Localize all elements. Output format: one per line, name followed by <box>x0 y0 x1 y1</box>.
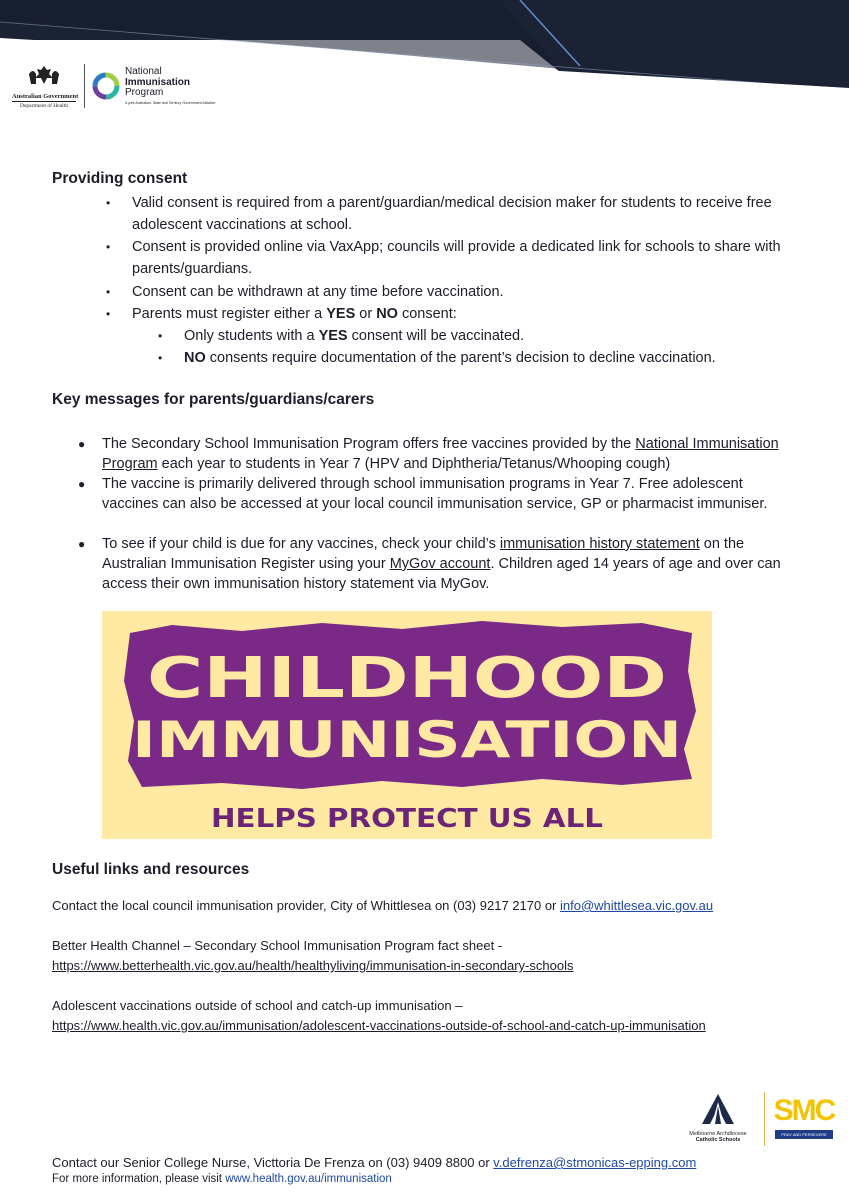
list-item <box>184 325 524 347</box>
key-item-1-suffix: each year to students in Year 7 (HPV and Diphtheria/Tetanus/Whooping cough) <box>157 456 671 472</box>
consent-item-3: Consent can be withdrawn at any time before vaccination. <box>132 284 504 300</box>
list-item <box>132 192 792 236</box>
consent-item-4-prefix: Parents must register either a <box>132 306 327 322</box>
consent-heading: Providing consent <box>52 170 188 187</box>
banner-line1: CHILDHOOD <box>147 646 667 711</box>
list-item <box>132 303 792 325</box>
list-item <box>132 281 792 303</box>
header-logos <box>12 62 215 110</box>
key-item-1-prefix: The Secondary School Immunisation Program offers free vaccines provided by the <box>102 436 636 452</box>
adolescent-url-link[interactable]: https://www.health.vic.gov.au/immunisation/adolescent-vaccinations-outside-of-school-and-catch-up-immunisation <box>52 1018 706 1033</box>
nurse-contact-text: Contact our Senior College Nurse, Victtoria De Frenza on (03) 9409 8800 or <box>52 1155 494 1170</box>
key-item-2: The vaccine is primarily delivered through school immunisation programs in Year 7. Free adolescent vaccines can also be accessed at your local council immunisation service, GP or pharmacist immuniser. <box>102 476 768 512</box>
consent-item-1: Valid consent is required from a parent/guardian/medical decision maker for students to receive free adolescent vaccinations at school. <box>132 195 772 233</box>
macs-line2: Catholic Schools <box>695 1137 741 1143</box>
gov-line1: Australian Government <box>12 92 79 100</box>
list-item <box>102 434 802 474</box>
more-info-text: For more information, please visit <box>52 1173 226 1185</box>
consent-item-4-yes: YES <box>326 306 356 322</box>
key-item-3-suffix: . Children aged 14 years of age and over can access their own immunisation history statement via MyGov. <box>102 556 781 592</box>
banner-line3: HELPS PROTECT US ALL <box>211 804 603 834</box>
list-item <box>102 534 782 594</box>
nip-tagline: A joint Australian, State and Territory Government Initiative <box>125 100 216 105</box>
council-contact-text: Contact the local council immunisation provider, City of Whittlesea on (03) 9217 2170 or <box>52 898 560 913</box>
nip-line3: Program <box>125 86 164 98</box>
nurse-contact <box>52 1155 696 1170</box>
gov-line2: Department of Health <box>12 101 76 109</box>
mygov-account-link[interactable]: MyGov account <box>389 556 491 572</box>
macs-emblem-icon <box>698 1092 738 1126</box>
adolescent-label: Adolescent vaccinations outside of school and catch-up immunisation – <box>52 998 463 1013</box>
smc-motto: PRAY AND PERSEVERE <box>775 1130 833 1139</box>
list-item <box>102 474 792 514</box>
adolescent-resource <box>52 996 706 1036</box>
council-contact <box>52 896 713 916</box>
consent-item-4-or: or <box>355 306 377 322</box>
childhood-immunisation-banner <box>102 611 712 839</box>
bhc-url-link[interactable]: https://www.betterhealth.vic.gov.au/health/healthyliving/immunisation-in-secondary-schools <box>52 958 574 973</box>
consent-item-4-no: NO <box>376 306 398 322</box>
more-info <box>52 1173 392 1185</box>
key-messages-heading: Key messages for parents/guardians/carers <box>52 391 375 408</box>
list-item <box>132 236 792 280</box>
logo-divider <box>84 64 85 108</box>
resources-heading: Useful links and resources <box>52 861 250 878</box>
nip-ring-icon <box>91 71 121 101</box>
nip-line2: Immunisation <box>125 76 191 88</box>
immunisation-history-link[interactable]: immunisation history statement <box>499 536 700 552</box>
consent-item-2: Consent is provided online via VaxApp; councils will provide a dedicated link for schools to share with parents/guardians. <box>132 239 781 277</box>
smc-logo <box>772 1094 836 1148</box>
consent-sub2-suffix: consents require documentation of the parent’s decision to decline vaccination. <box>205 350 716 366</box>
smc-mark: SMC <box>773 1094 835 1127</box>
australian-government-logo <box>12 64 79 109</box>
footer-logo-divider <box>764 1092 765 1146</box>
crest-icon <box>27 64 61 88</box>
nip-logo <box>91 67 215 106</box>
consent-sub1-yes: YES <box>318 328 348 344</box>
bhc-label: Better Health Channel – Secondary School Immunisation Program fact sheet - <box>52 938 503 953</box>
consent-item-4-suffix: consent: <box>397 306 457 322</box>
macs-line1: Melbourne Archdiocese <box>689 1131 747 1137</box>
macs-logo <box>680 1092 756 1143</box>
consent-sub1-prefix: Only students with a <box>184 328 319 344</box>
consent-sub2-no: NO <box>184 350 206 366</box>
nip-line1: National <box>125 65 162 77</box>
list-item <box>184 347 716 369</box>
bhc-resource <box>52 936 573 976</box>
nurse-email-link[interactable]: v.defrenza@stmonicas-epping.com <box>493 1155 697 1170</box>
key-item-3-mid: on the Australian Immunisation Register using your <box>102 536 745 572</box>
banner-graphic <box>102 611 712 839</box>
national-immunisation-program-link[interactable]: National Immunisation Program <box>102 436 779 472</box>
key-item-3-prefix: To see if your child is due for any vaccines, check your child’s <box>102 536 500 552</box>
council-email-link[interactable]: info@whittlesea.vic.gov.au <box>559 898 714 913</box>
consent-sub1-suffix: consent will be vaccinated. <box>347 328 525 344</box>
banner-line2: IMMUNISATION <box>132 711 682 769</box>
health-gov-link[interactable]: www.health.gov.au/immunisation <box>225 1173 392 1185</box>
